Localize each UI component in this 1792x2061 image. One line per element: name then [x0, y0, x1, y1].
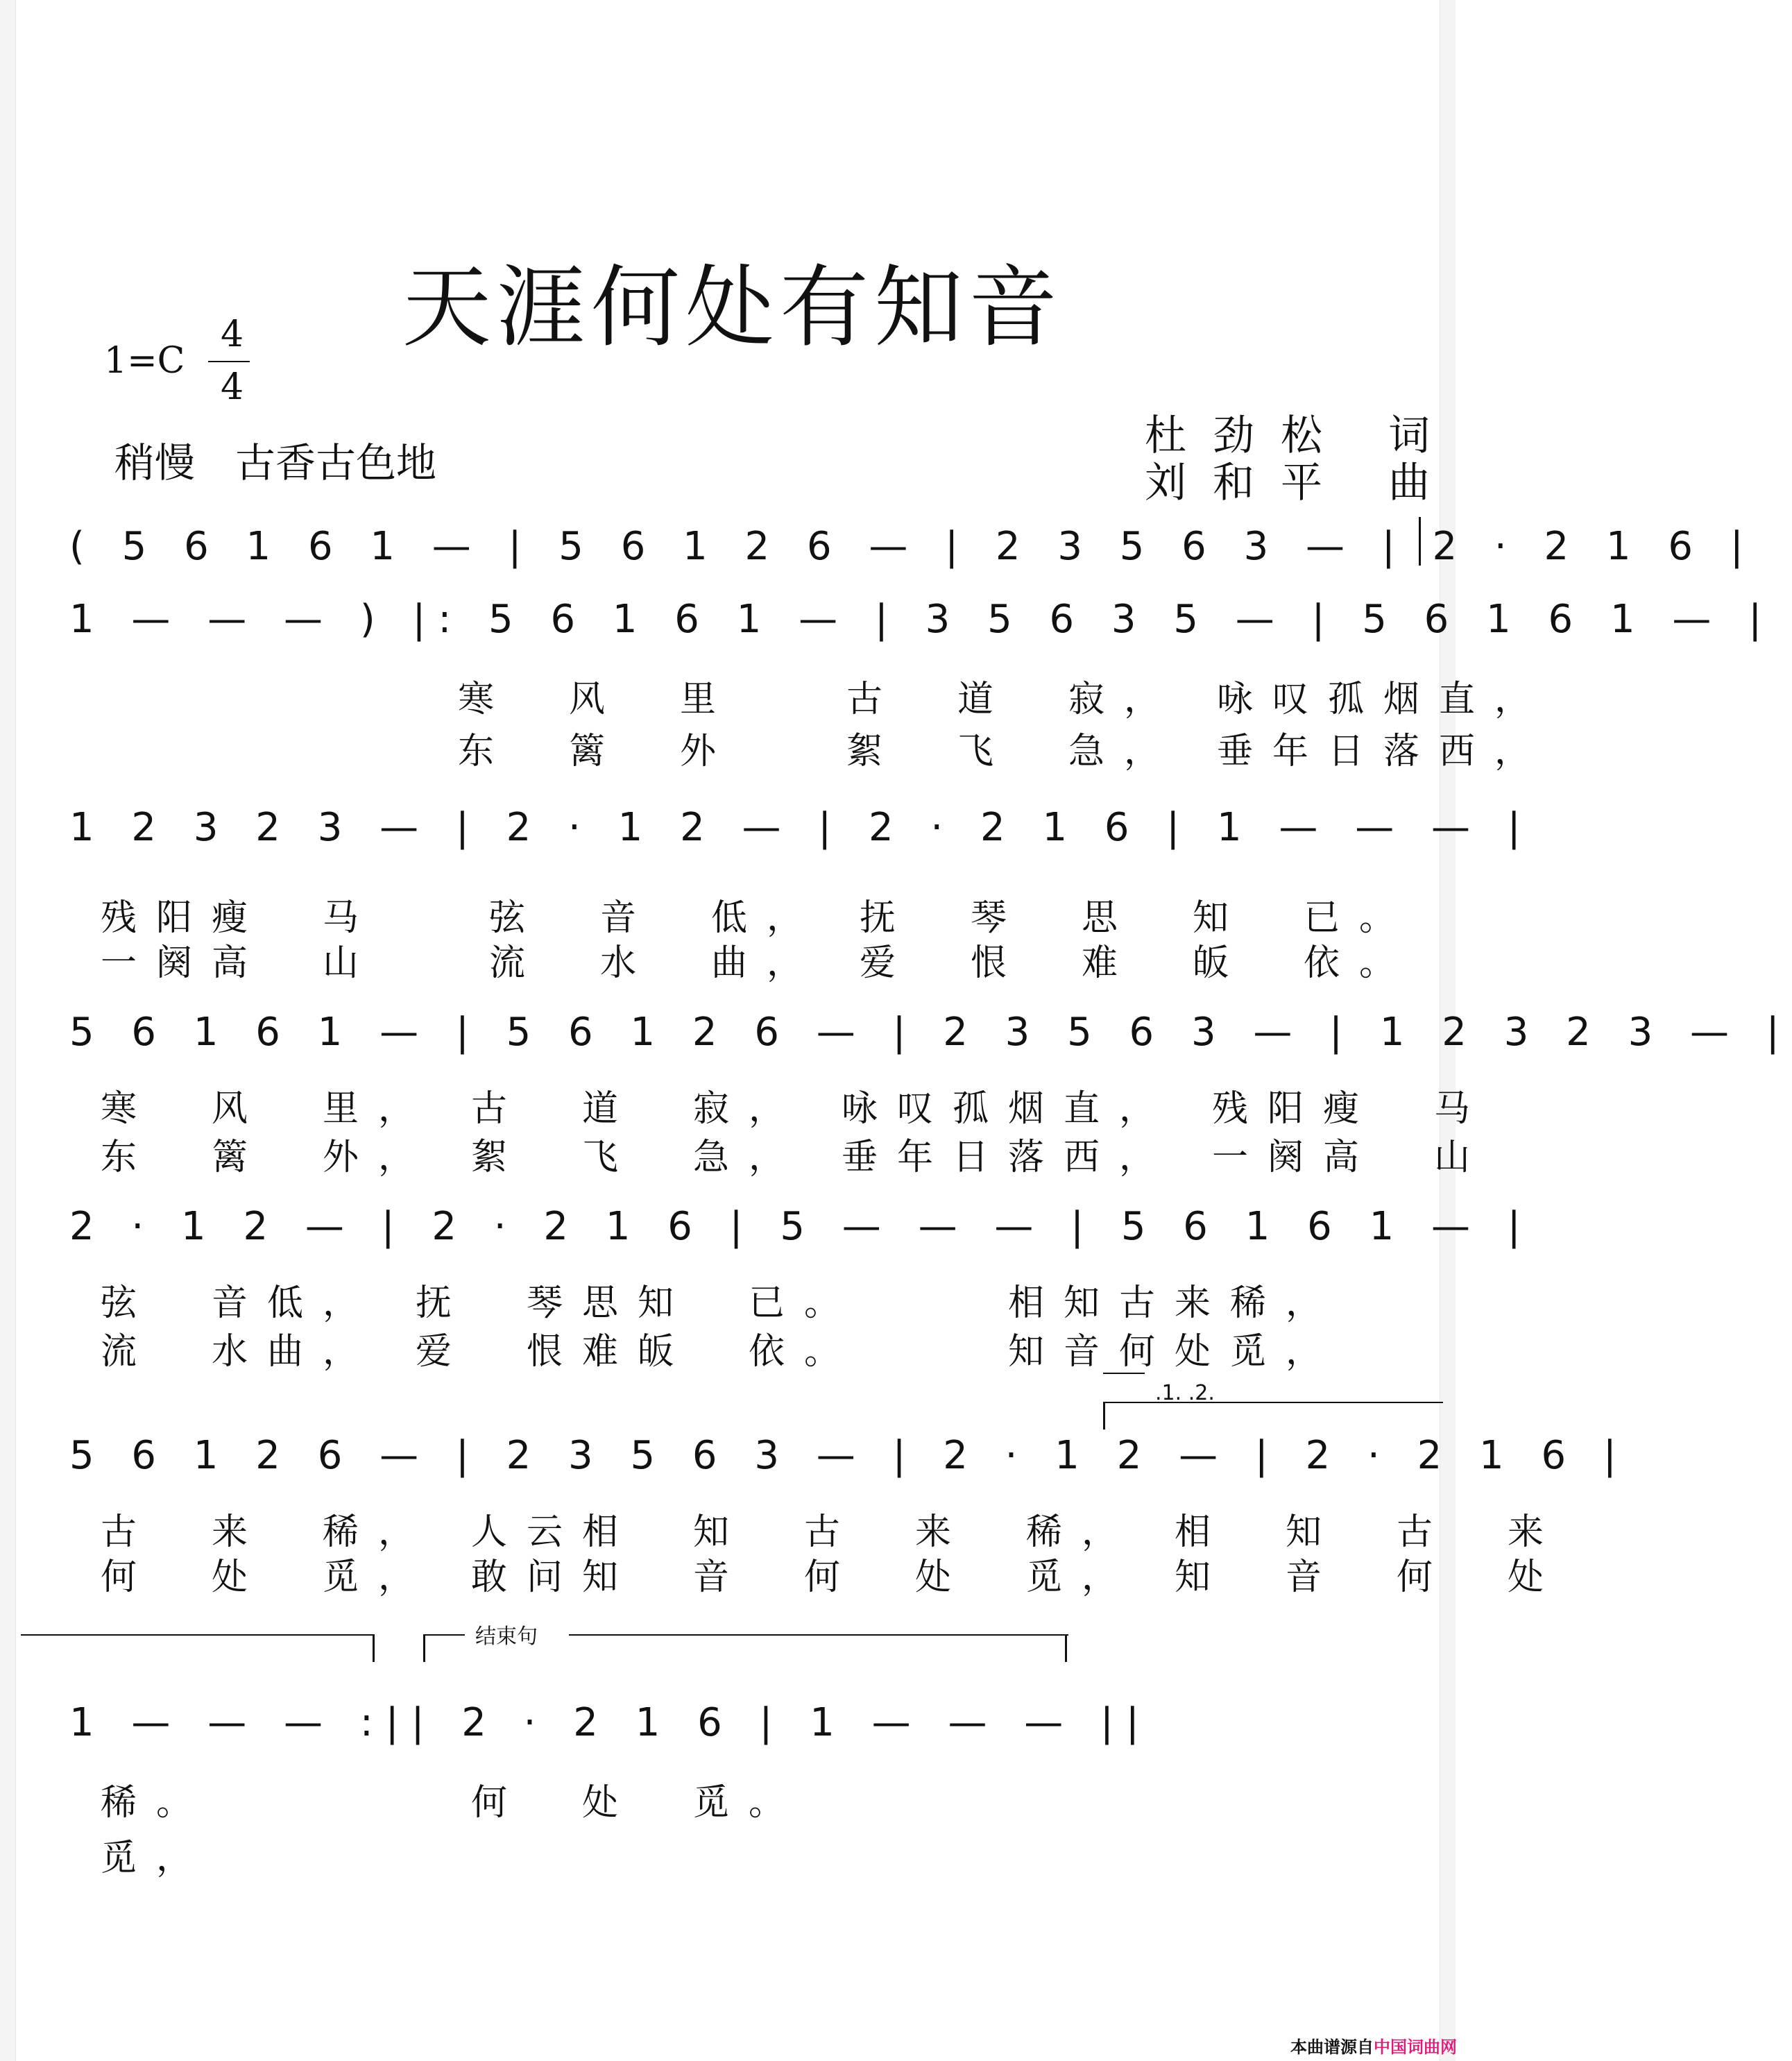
ending-label: 结束句	[475, 1625, 538, 1649]
time-signature-line	[208, 361, 250, 362]
key-signature: 1=C	[104, 340, 185, 382]
barline	[1419, 517, 1421, 566]
notes-row-3: 1 2 3 2 3 — | 2 · 1 2 — | 2 · 2 1 6 | 1 — — — |	[69, 805, 1533, 850]
volta-bracket-line-right	[1103, 1402, 1443, 1403]
time-signature-top: 4	[221, 314, 244, 355]
time-signature-bottom: 4	[221, 366, 244, 408]
song-title: 天涯何处有知音	[402, 256, 1064, 359]
tempo-marking: 稍慢 古香古色地	[114, 439, 437, 486]
lyricist-credit: 杜劲松 词	[1145, 412, 1457, 460]
ending-bracket-line-left	[423, 1634, 465, 1636]
ending-bracket-tick	[423, 1634, 425, 1662]
notes-row-1: ( 5 6 1 6 1 — | 5 6 1 2 6 — | 2 3 5 6 3 — | 2 · 2 1 6 |	[69, 524, 1756, 569]
notes-row-2: 1 — — — ) |: 5 6 1 6 1 — | 3 5 6 3 5 — | 5 6 1 6 1 — |	[69, 597, 1775, 642]
composer-credit: 刘和平 曲	[1145, 459, 1457, 507]
footer-source-label: 本曲谱源自	[1290, 2037, 1374, 2057]
ending-bracket-tick-right	[1065, 1634, 1067, 1662]
ending-bracket-line-right	[569, 1634, 1068, 1636]
lyrics-row-5-verse-2: 流 水曲， 爱 恨难皈 依。 知音何处觅，	[101, 1331, 1342, 1373]
lyrics-row-5-verse-1: 弦 音低， 抚 琴思知 已。 相知古来稀，	[101, 1282, 1342, 1324]
lyrics-row-3-verse-2: 一阕高 山 流 水 曲， 爱 恨 难 皈 依。	[101, 942, 1415, 984]
notes-row-6: 5 6 1 2 6 — | 2 3 5 6 3 — | 2 · 1 2 — | 2 · 2 1 6 |	[69, 1433, 1629, 1478]
volta-bracket-line-left	[1103, 1373, 1145, 1374]
lyrics-row-7-verse-2: 觅，	[101, 1838, 212, 1879]
lyrics-row-2-verse-1: 寒 风 里 古 道 寂， 咏叹孤烟直，	[458, 679, 1551, 720]
lyrics-row-4-verse-1: 寒 风 里， 古 道 寂， 咏叹孤烟直， 残阳瘦 马	[101, 1088, 1490, 1130]
left-margin-strip	[0, 0, 16, 2061]
notes-row-5: 2 · 1 2 — | 2 · 2 1 6 | 5 — — — | 5 6 1 6 1 — |	[69, 1204, 1533, 1249]
volta-bracket-tick	[1103, 1402, 1105, 1430]
lyrics-row-3-verse-1: 残阳瘦 马 弦 音 低， 抚 琴 思 知 已。	[101, 897, 1415, 939]
footer-site-name[interactable]: 中国词曲网	[1374, 2037, 1457, 2057]
lyrics-row-7-verse-1: 稀。 何 处 觅。	[101, 1782, 805, 1824]
lyrics-row-4-verse-2: 东 篱 外， 絮 飞 急， 垂年日落西， 一阕高 山	[101, 1137, 1490, 1178]
volta-label: .1. .2.	[1155, 1381, 1215, 1405]
notes-row-4: 5 6 1 6 1 — | 5 6 1 2 6 — | 2 3 5 6 3 — | 1 2 3 2 3 — |	[69, 1010, 1792, 1055]
lyrics-row-6-verse-2: 何 处 觅， 敢问知 音 何 处 觅， 知 音 何 处	[101, 1557, 1564, 1598]
first-ending-line	[21, 1634, 375, 1636]
first-ending-tick	[373, 1634, 375, 1662]
notes-row-7: 1 — — — :|| 2 · 2 1 6 | 1 — — — ||	[69, 1700, 1152, 1745]
lyrics-row-2-verse-2: 东 篱 外 絮 飞 急， 垂年日落西，	[458, 731, 1551, 772]
lyrics-row-6-verse-1: 古 来 稀， 人云相 知 古 来 稀， 相 知 古 来	[101, 1511, 1564, 1553]
